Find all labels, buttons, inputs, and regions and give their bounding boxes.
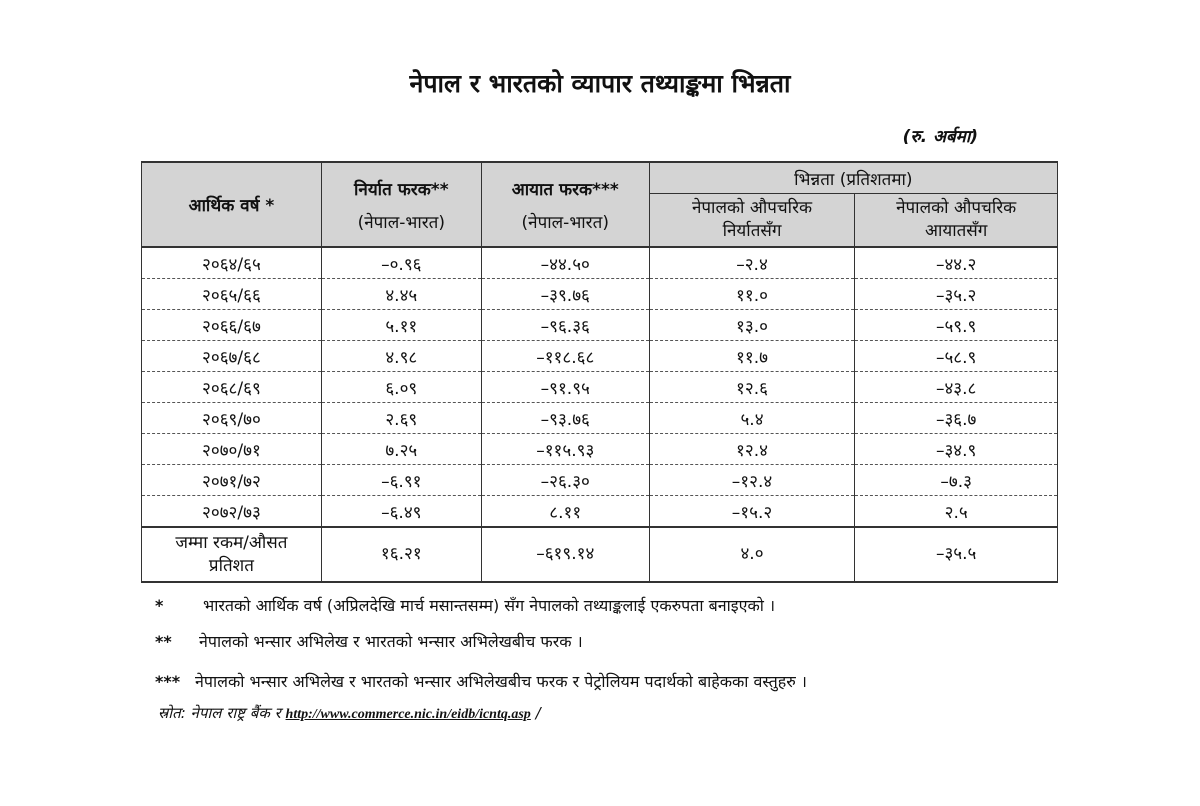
cell-diff-export: ११.७ (649, 341, 855, 372)
cell-import: –९३.७६ (481, 403, 649, 434)
cell-export: –६.९१ (321, 465, 481, 496)
cell-total-import: –६१९.१४ (481, 527, 649, 582)
cell-year: २०६५/६६ (142, 279, 322, 310)
footnote-2-mark: ** (155, 632, 172, 651)
trade-difference-table (141, 161, 1058, 583)
footnote-2-text: नेपालको भन्सार अभिलेख र भारतको भन्सार अभिलेखबीच फरक । (199, 632, 583, 651)
cell-diff-import: २.५ (855, 496, 1058, 528)
footnote-3-text: नेपालको भन्सार अभिलेख र भारतको भन्सार अभिलेखबीच फरक र पेट्रोलियम पदार्थको बाहेकका वस्तुहरु । (195, 672, 807, 691)
cell-diff-import: –३४.९ (855, 434, 1058, 465)
cell-diff-import: –७.३ (855, 465, 1058, 496)
cell-import: –९६.३६ (481, 310, 649, 341)
cell-diff-import: –५९.९ (855, 310, 1058, 341)
table-row (142, 372, 1058, 403)
total-label-line2: प्रतिशत (208, 555, 254, 576)
cell-diff-import: –३६.७ (855, 403, 1058, 434)
header-export-sub: (नेपाल-भारत) (357, 212, 445, 233)
table-row (142, 247, 1058, 279)
footnote-3 (155, 670, 807, 692)
header-export-title: निर्यात फरक** (353, 179, 449, 200)
header-diff-import (855, 194, 1058, 248)
header-diff-import-line2: आयातसँग (924, 221, 988, 241)
cell-year: २०६८/६९ (142, 372, 322, 403)
header-diff-export (649, 194, 855, 248)
cell-export: –६.४९ (321, 496, 481, 528)
header-year: आर्थिक वर्ष * (142, 162, 322, 247)
cell-year: २०६६/६७ (142, 310, 322, 341)
cell-diff-export: ५.४ (649, 403, 855, 434)
cell-diff-import: –३५.२ (855, 279, 1058, 310)
total-label-line1: जम्मा रकम/औसत (175, 532, 288, 553)
table-total-row (142, 527, 1058, 582)
cell-diff-export: १२.४ (649, 434, 855, 465)
cell-import: –११८.६८ (481, 341, 649, 372)
table-row (142, 496, 1058, 528)
cell-year: २०६७/६८ (142, 341, 322, 372)
header-import-title: आयात फरक*** (511, 179, 619, 200)
footnote-1-mark: * (155, 596, 164, 615)
source-label: स्रोत: नेपाल राष्ट्र बैंक र (158, 704, 281, 722)
header-diff-export-line2: निर्यातसँग (722, 221, 782, 241)
header-export-diff (321, 162, 481, 247)
cell-year: २०७२/७३ (142, 496, 322, 528)
table-row (142, 403, 1058, 434)
unit-note: (रु. अर्बमा) (902, 127, 978, 147)
source-line (158, 703, 541, 723)
cell-export: –०.९६ (321, 247, 481, 279)
cell-export: २.६९ (321, 403, 481, 434)
cell-import: –११५.९३ (481, 434, 649, 465)
cell-diff-import: –४४.२ (855, 247, 1058, 279)
cell-total-diff-export: ४.० (649, 527, 855, 582)
cell-diff-export: –१२.४ (649, 465, 855, 496)
cell-export: ६.०९ (321, 372, 481, 403)
footnote-3-mark: *** (155, 672, 181, 691)
cell-export: ७.२५ (321, 434, 481, 465)
cell-year: २०६९/७० (142, 403, 322, 434)
cell-year: २०७०/७१ (142, 434, 322, 465)
cell-diff-export: –१५.२ (649, 496, 855, 528)
header-import-diff (481, 162, 649, 247)
cell-import: –९१.९५ (481, 372, 649, 403)
cell-import: –२६.३० (481, 465, 649, 496)
cell-diff-import: –४३.८ (855, 372, 1058, 403)
cell-import: ८.११ (481, 496, 649, 528)
header-diff-export-line1: नेपालको औपचरिक (691, 198, 813, 218)
cell-year: २०७१/७२ (142, 465, 322, 496)
header-import-sub: (नेपाल-भारत) (521, 212, 609, 233)
cell-export: ४.९८ (321, 341, 481, 372)
cell-diff-export: –२.४ (649, 247, 855, 279)
page-title: नेपाल र भारतको व्यापार तथ्याङ्कमा भिन्नता (409, 69, 791, 98)
cell-export: ५.११ (321, 310, 481, 341)
cell-import: –४४.५० (481, 247, 649, 279)
cell-diff-export: १३.० (649, 310, 855, 341)
cell-total-label (142, 527, 322, 582)
cell-total-export: १६.२१ (321, 527, 481, 582)
cell-year: २०६४/६५ (142, 247, 322, 279)
table-row (142, 465, 1058, 496)
cell-diff-export: ११.० (649, 279, 855, 310)
source-link[interactable]: http://www.commerce.nic.in/eidb/icntq.asp (285, 707, 531, 722)
footnote-1-text: भारतको आर्थिक वर्ष (अप्रिलदेखि मार्च मसान्तसम्म) सँग नेपालको तथ्याङ्कलाई एकरुपता बनाइएको । (203, 596, 776, 615)
cell-diff-import: –५८.९ (855, 341, 1058, 372)
footnote-2 (155, 630, 583, 652)
cell-total-diff-import: –३५.५ (855, 527, 1058, 582)
cell-export: ४.४५ (321, 279, 481, 310)
header-difference-group: भिन्नता (प्रतिशतमा) (649, 162, 1057, 194)
table-row (142, 434, 1058, 465)
source-end: / (530, 704, 541, 722)
cell-import: –३९.७६ (481, 279, 649, 310)
table-row (142, 279, 1058, 310)
cell-diff-export: १२.६ (649, 372, 855, 403)
table-row (142, 341, 1058, 372)
header-diff-import-line1: नेपालको औपचरिक (896, 198, 1017, 218)
footnote-1 (155, 594, 775, 616)
table-row (142, 310, 1058, 341)
